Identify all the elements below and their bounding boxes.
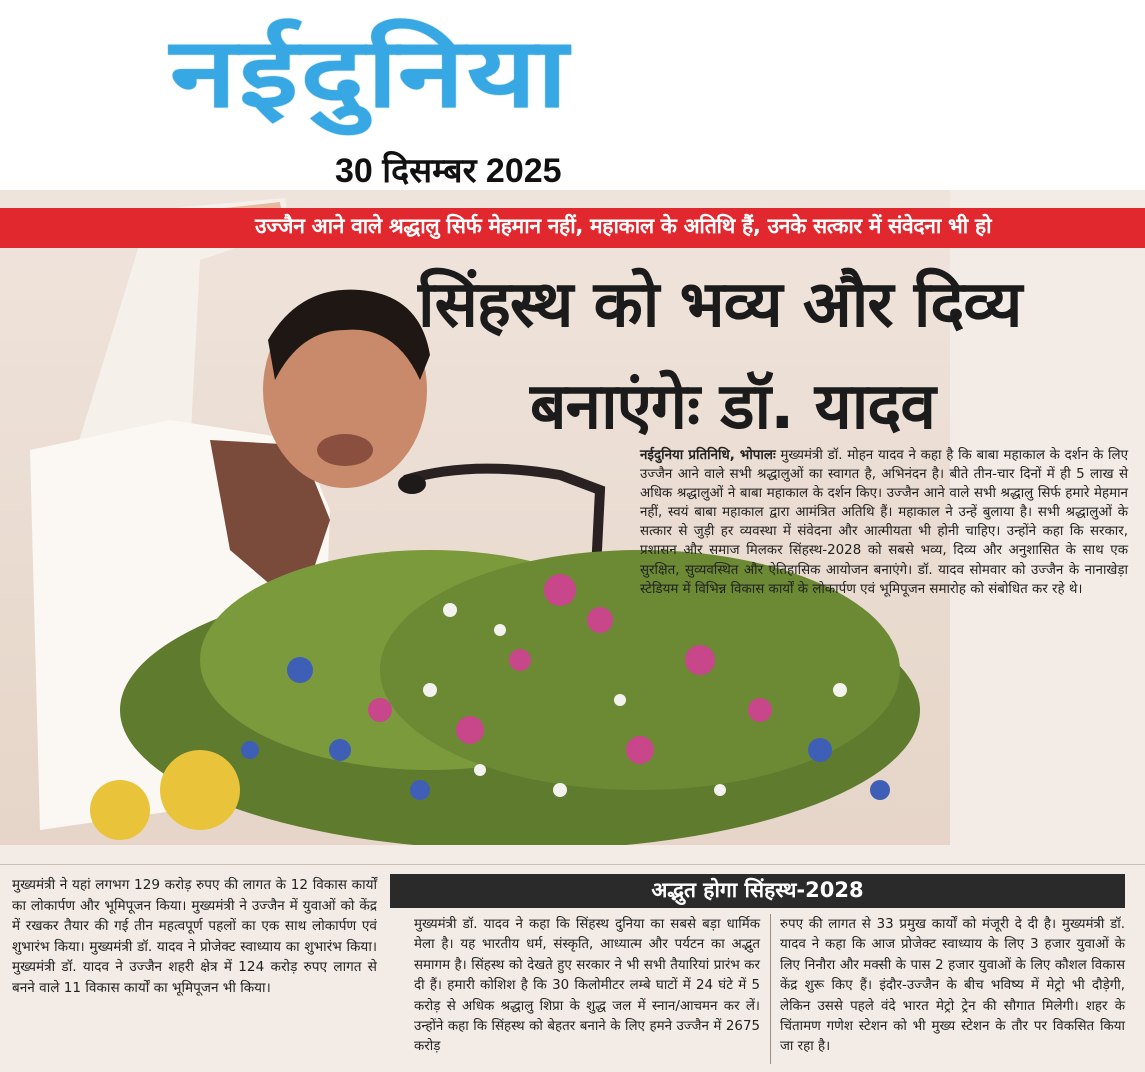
box-title: अद्भुत होगा सिंहस्थ-2028 [651, 878, 864, 902]
newspaper-masthead: नईदुनिया [170, 17, 571, 129]
left-column-text: मुख्यमंत्री ने यहां लगभग 129 करोड़ रुपए की लागत के 12 विकास कार्यों का लोकार्पण और भूमिपूजन किया। मुख्यमंत्री ने उज्जैन में युवाओं को केंद्र में रखकर तैयार की गई तीन महत्वपूर्ण पहलों का एक साथ लोकार्पण एवं शुभारंभ किया। मुख्यमंत्री डॉ. यादव ने प्रोजेक्ट स्वाध्याय का शुभारंभ किया। मुख्यमंत्री डॉ. यादव ने उज्जैन शहरी क्षेत्र में 124 करोड़ रुपए लागत से बनने वाले 11 विकास कार्यों का भूमिपूजन भी किया। [12, 877, 377, 996]
lead-text: मुख्यमंत्री डॉ. मोहन यादव ने कहा है कि बाबा महाकाल के दर्शन के लिए उज्जैन आने वाले सभी श्रद्धालुओं का स्वागत है, अभिनंदन है। बीते तीन-चार दिनों में ही 5 लाख से अधिक श्रद्धालुओं ने बाबा महाकाल के दर्शन किए। उज्जैन आने वाले सभी श्रद्धालु सिर्फ हमारे मेहमान नहीं, स्वयं बाबा महाकाल द्वारा आमंत्रित अतिथि हैं। महाकाल ने उन्हें बुलाया है। सभी श्रद्धालुओं के सत्कार से जुड़ी हर व्यवस्था में संवेदना और आत्मीयता भी होनी चाहिए। उन्होंने कहा कि सरकार, प्रशासन और समाज मिलकर सिंहस्थ-2028 को सबसे भव्य, दिव्य और अनुशासित के साथ एक सुरक्षित, सुव्यवस्थित और ऐतिहासिक आयोजन बनाएंगे। डॉ. यादव सोमवार को उज्जैन के नानाखेड़ा स्टेडियम में विभिन्न विकास कार्यों के लोकार्पण एवं भूमिपूजन समारोह को संबोधित कर रहे थे। [640, 448, 1128, 597]
headline-line-1: सिंहस्थ को भव्य और दिव्य [418, 268, 1022, 342]
headline-line-2: बनाएंगेः डॉ. यादव [530, 370, 935, 444]
news-clipping [0, 190, 1145, 1072]
byline: नईदुनिया प्रतिनिधि, भोपालः [640, 448, 776, 463]
box-column-2: रुपए की लागत से 33 प्रमुख कार्यों को मंजूरी दे दी है। मुख्यमंत्री डॉ. यादव ने कहा कि आज प्रोजेक्ट स्वाध्याय के लिए 3 हजार युवाओं के लिए निनौरा और मक्सी के पास 2 हजार युवाओं के लिए कौशल विकास केंद्र शुरू किए हैं। इंदौर-उज्जैन के बीच भविष्य में मेट्रो भी दौड़ेगी, लेकिन उससे पहले वंदे भारत मेट्रो ट्रेन की सौगात मिलेगी। शहर के चिंतामण गणेश स्टेशन को भी मुख्य स्टेशन के तौर पर विकसित किया जा रहा है। [780, 917, 1125, 1055]
column-divider [770, 914, 771, 1064]
publication-date: 30 दिसम्बर 2025 [335, 152, 562, 190]
box-column-1: मुख्यमंत्री डॉ. यादव ने कहा कि सिंहस्थ दुनिया का सबसे बड़ा धार्मिक मेला है। यह भारतीय धर्म, संस्कृति, आध्यात्म और पर्यटन का अद्भुत समागम है। सिंहस्थ को देखते हुए सरकार ने भी सभी तैयारियां प्रारंभ कर दी हैं। हमारी कोशिश है कि 30 किलोमीटर लम्बे घाटों में 24 घंटे में 5 करोड़ से अधिक श्रद्धालु शिप्रा के शुद्ध जल में स्नान/आचमन कर लें। उन्होंने कहा कि सिंहस्थ को बेहतर बनाने के लिए हमने उज्जैन में 2675 करोड़ [414, 917, 760, 1055]
banner-kicker: उज्जैन आने वाले श्रद्धालु सिर्फ मेहमान नहीं, महाकाल के अतिथि हैं, उनके सत्कार में संवेदना भी हो [255, 214, 992, 238]
lead-paragraph [640, 446, 1128, 599]
section-divider [0, 864, 1145, 865]
